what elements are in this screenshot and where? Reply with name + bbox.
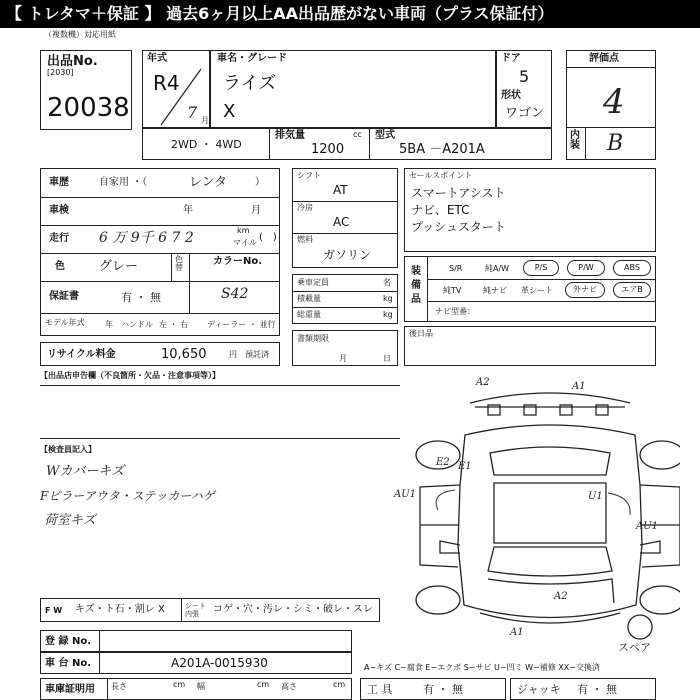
color-code-label: カラーNo. (213, 256, 263, 267)
cert-length: 長さ (111, 682, 127, 691)
cert-width-unit: cm (257, 680, 270, 689)
equip-nav-model-label: ナビ型番： (435, 307, 475, 316)
sales-label: セールスポイント (409, 171, 473, 180)
equip-alloy: 純A/W (485, 264, 510, 273)
seller-notes-label: 【出品店申告欄（不良箇所・欠品・注意事項等）】 (40, 371, 220, 380)
doors-label: ドア (501, 53, 521, 64)
tools-value: 有 ・ 無 (423, 683, 463, 696)
inspector-note-3: 荷室キズ (44, 513, 96, 528)
color-label: 色 (55, 261, 65, 272)
mileage-unit-mile: マイル (233, 238, 257, 247)
mileage-unit-km: km (237, 226, 250, 235)
cert-height: 高さ (281, 682, 297, 691)
doc-period-month: 月 (339, 354, 347, 363)
recycle-unit: 円 (229, 350, 237, 359)
model-label: 車名・グレード (217, 53, 287, 64)
lot-tag: [2030] (47, 68, 74, 77)
equip-ext-navi: 外ナビ (565, 282, 605, 298)
spec-row (142, 128, 552, 160)
damage-legend: A−キズ C−腐食 E−エクボ S−サビ U−凹ミ W−補修 XX−交換済 (364, 663, 600, 672)
lot-number: 20038 (47, 93, 130, 123)
registration-row (40, 630, 352, 652)
equip-tv: 純TV (443, 286, 462, 295)
misc-model-year: モデル年式 (45, 318, 85, 327)
equip-abs: ABS (613, 260, 651, 276)
tools-row (360, 678, 506, 700)
shift-label: シフト (297, 171, 321, 180)
form-subheader: （複数機）対応用紙 (44, 30, 116, 39)
mileage-label: 走行 (49, 233, 69, 244)
misc-handle: ハンドル (121, 320, 153, 329)
cert-label: 車庫証明用 (45, 684, 95, 695)
chassis-label: 車 台 No. (45, 658, 92, 669)
year-month-unit: 月 (201, 116, 209, 125)
doc-period-box (292, 330, 398, 366)
mark-a2-rear: A2 (476, 377, 490, 388)
weight-box (292, 274, 398, 324)
fw-label: F W (45, 606, 63, 615)
mark-au1-right: AU1 (636, 521, 659, 532)
lot-label: 出品No. (47, 54, 98, 69)
mark-e2: E2 (436, 457, 450, 468)
mileage-value: 6 万 9千 6 7 2 (99, 230, 194, 246)
model-box (210, 50, 496, 128)
jack-row (510, 678, 656, 700)
after-market-label: 後日品 (409, 329, 433, 338)
jack-label: ジャッキ (517, 683, 561, 696)
equipment-box (404, 256, 656, 322)
misc-handle-side: 左 ・ 右 (159, 320, 189, 329)
inspection-month: 月 (251, 205, 261, 216)
shift-value: AT (333, 183, 348, 197)
equip-airbag: エアB (613, 282, 651, 298)
year-era: R4 (153, 71, 180, 95)
mark-u1-right: U1 (588, 491, 603, 502)
year-month: 7 (187, 103, 198, 122)
details-table (40, 168, 280, 336)
vehicle-diagram (400, 375, 680, 640)
fw-items: キズ・ト石・割レ X (75, 604, 165, 615)
history-close: ） (255, 177, 265, 188)
inspector-label: 【検査員記入】 (40, 445, 96, 454)
sales-box (404, 168, 656, 252)
year-label: 年式 (147, 53, 167, 64)
history-label: 車歴 (49, 177, 69, 188)
load-unit: kg (383, 294, 393, 303)
history-options: 自家用 ・（ (99, 177, 148, 188)
recycle-note: 預託済 (245, 350, 269, 359)
gross-unit: kg (383, 310, 393, 319)
score-label: 評価点 (589, 53, 619, 64)
color-value: グレー (99, 259, 139, 274)
fuel-label: 燃料 (297, 235, 313, 244)
inspection-label: 車検 (49, 205, 69, 216)
fw-row (40, 598, 380, 622)
displacement-value: 1200 (311, 142, 345, 157)
shape-value: ワゴン (505, 106, 545, 121)
seat-items: コゲ・穴・汚レ・シミ・破レ・スレ (213, 604, 373, 615)
aircon-value: AC (333, 215, 350, 229)
year-box (142, 50, 210, 128)
page-banner: 【 トレタマ＋保証 】 過去6ヶ月以上AA出品歴がない車両（プラス保証付） (0, 0, 700, 28)
interior-label: 内装 (570, 130, 580, 151)
fuel-value: ガソリン (323, 248, 372, 262)
jack-value: 有 ・ 無 (577, 683, 617, 696)
sales-line-3: プッシュスタート (411, 220, 506, 234)
score-box (566, 50, 656, 160)
recycle-label: リサイクル料金 (47, 349, 116, 360)
history-value: レンタ (189, 175, 228, 190)
interior-value: B (607, 131, 624, 156)
aircon-label: 冷房 (297, 203, 313, 212)
cert-length-unit: cm (173, 680, 186, 689)
model-code-value: 5BA －A201A (399, 142, 485, 157)
after-market-box (404, 326, 656, 366)
mark-a1-rear: A1 (572, 381, 586, 392)
warranty-value: 有 ・ 無 (121, 291, 161, 304)
mileage-paren: ( ) (259, 232, 277, 243)
displacement-unit: cc (353, 130, 362, 139)
lot-box (40, 50, 132, 130)
doc-period-label: 書類期限 (297, 334, 329, 343)
capacity-label: 乗車定員 (297, 278, 329, 287)
chassis-row (40, 652, 352, 674)
capacity-unit: 名 (383, 278, 391, 287)
model-name: ライズ (223, 73, 277, 94)
inspector-note-1: Wカバーキズ (46, 464, 125, 479)
model-grade: X (223, 101, 236, 122)
recycle-value: 10,650 (161, 347, 207, 362)
equip-navi: 純ナビ (483, 286, 507, 295)
inspection-year: 年 (183, 205, 193, 216)
doors-box (496, 50, 552, 128)
mark-e1: E1 (458, 461, 472, 472)
recycle-row (40, 342, 280, 366)
score-value: 4 (603, 82, 625, 122)
misc-dealer: ディーラー ・ 並行 (207, 320, 276, 329)
sales-line-1: スマートアシスト (411, 186, 506, 200)
doc-period-day: 日 (383, 354, 391, 363)
mark-a1-front: A1 (510, 627, 524, 638)
drive-type: 2WD ・ 4WD (171, 138, 242, 151)
shift-fuel-box (292, 168, 398, 268)
sales-line-2: ナビ、ETC (411, 203, 470, 217)
load-label: 積載量 (297, 294, 321, 303)
reg-no-label: 登 録 No. (45, 636, 92, 647)
cert-row (40, 678, 352, 700)
equip-leather: 革シート (521, 286, 553, 295)
cert-width: 幅 (197, 682, 205, 691)
misc-year: 年 (105, 320, 113, 329)
gross-label: 総重量 (297, 310, 321, 319)
spare-label: スペア (618, 641, 651, 654)
seat-label: シート内張 (185, 602, 206, 618)
mark-au1-left: AU1 (394, 489, 417, 500)
warranty-label: 保証書 (49, 291, 79, 302)
doors-value: 5 (519, 67, 530, 86)
equip-pw: P/W (567, 260, 605, 276)
equip-sr: S/R (449, 264, 463, 273)
model-code-label: 型式 (375, 130, 395, 141)
equipment-label: 装備品 (411, 266, 421, 305)
tools-label: 工 具 (367, 683, 393, 696)
shape-label: 形状 (501, 90, 521, 101)
chassis-value: A201A-0015930 (171, 656, 268, 670)
color-code-value: S42 (221, 286, 249, 302)
equip-ps: P/S (523, 260, 559, 276)
cert-height-unit: cm (333, 680, 346, 689)
displacement-label: 排気量 (275, 130, 305, 141)
color-change-label: 色替 (175, 255, 183, 272)
mark-a2-front: A2 (554, 591, 568, 602)
inspector-note-2: Fピラーアウタ・ステッカーハゲ (40, 489, 215, 503)
